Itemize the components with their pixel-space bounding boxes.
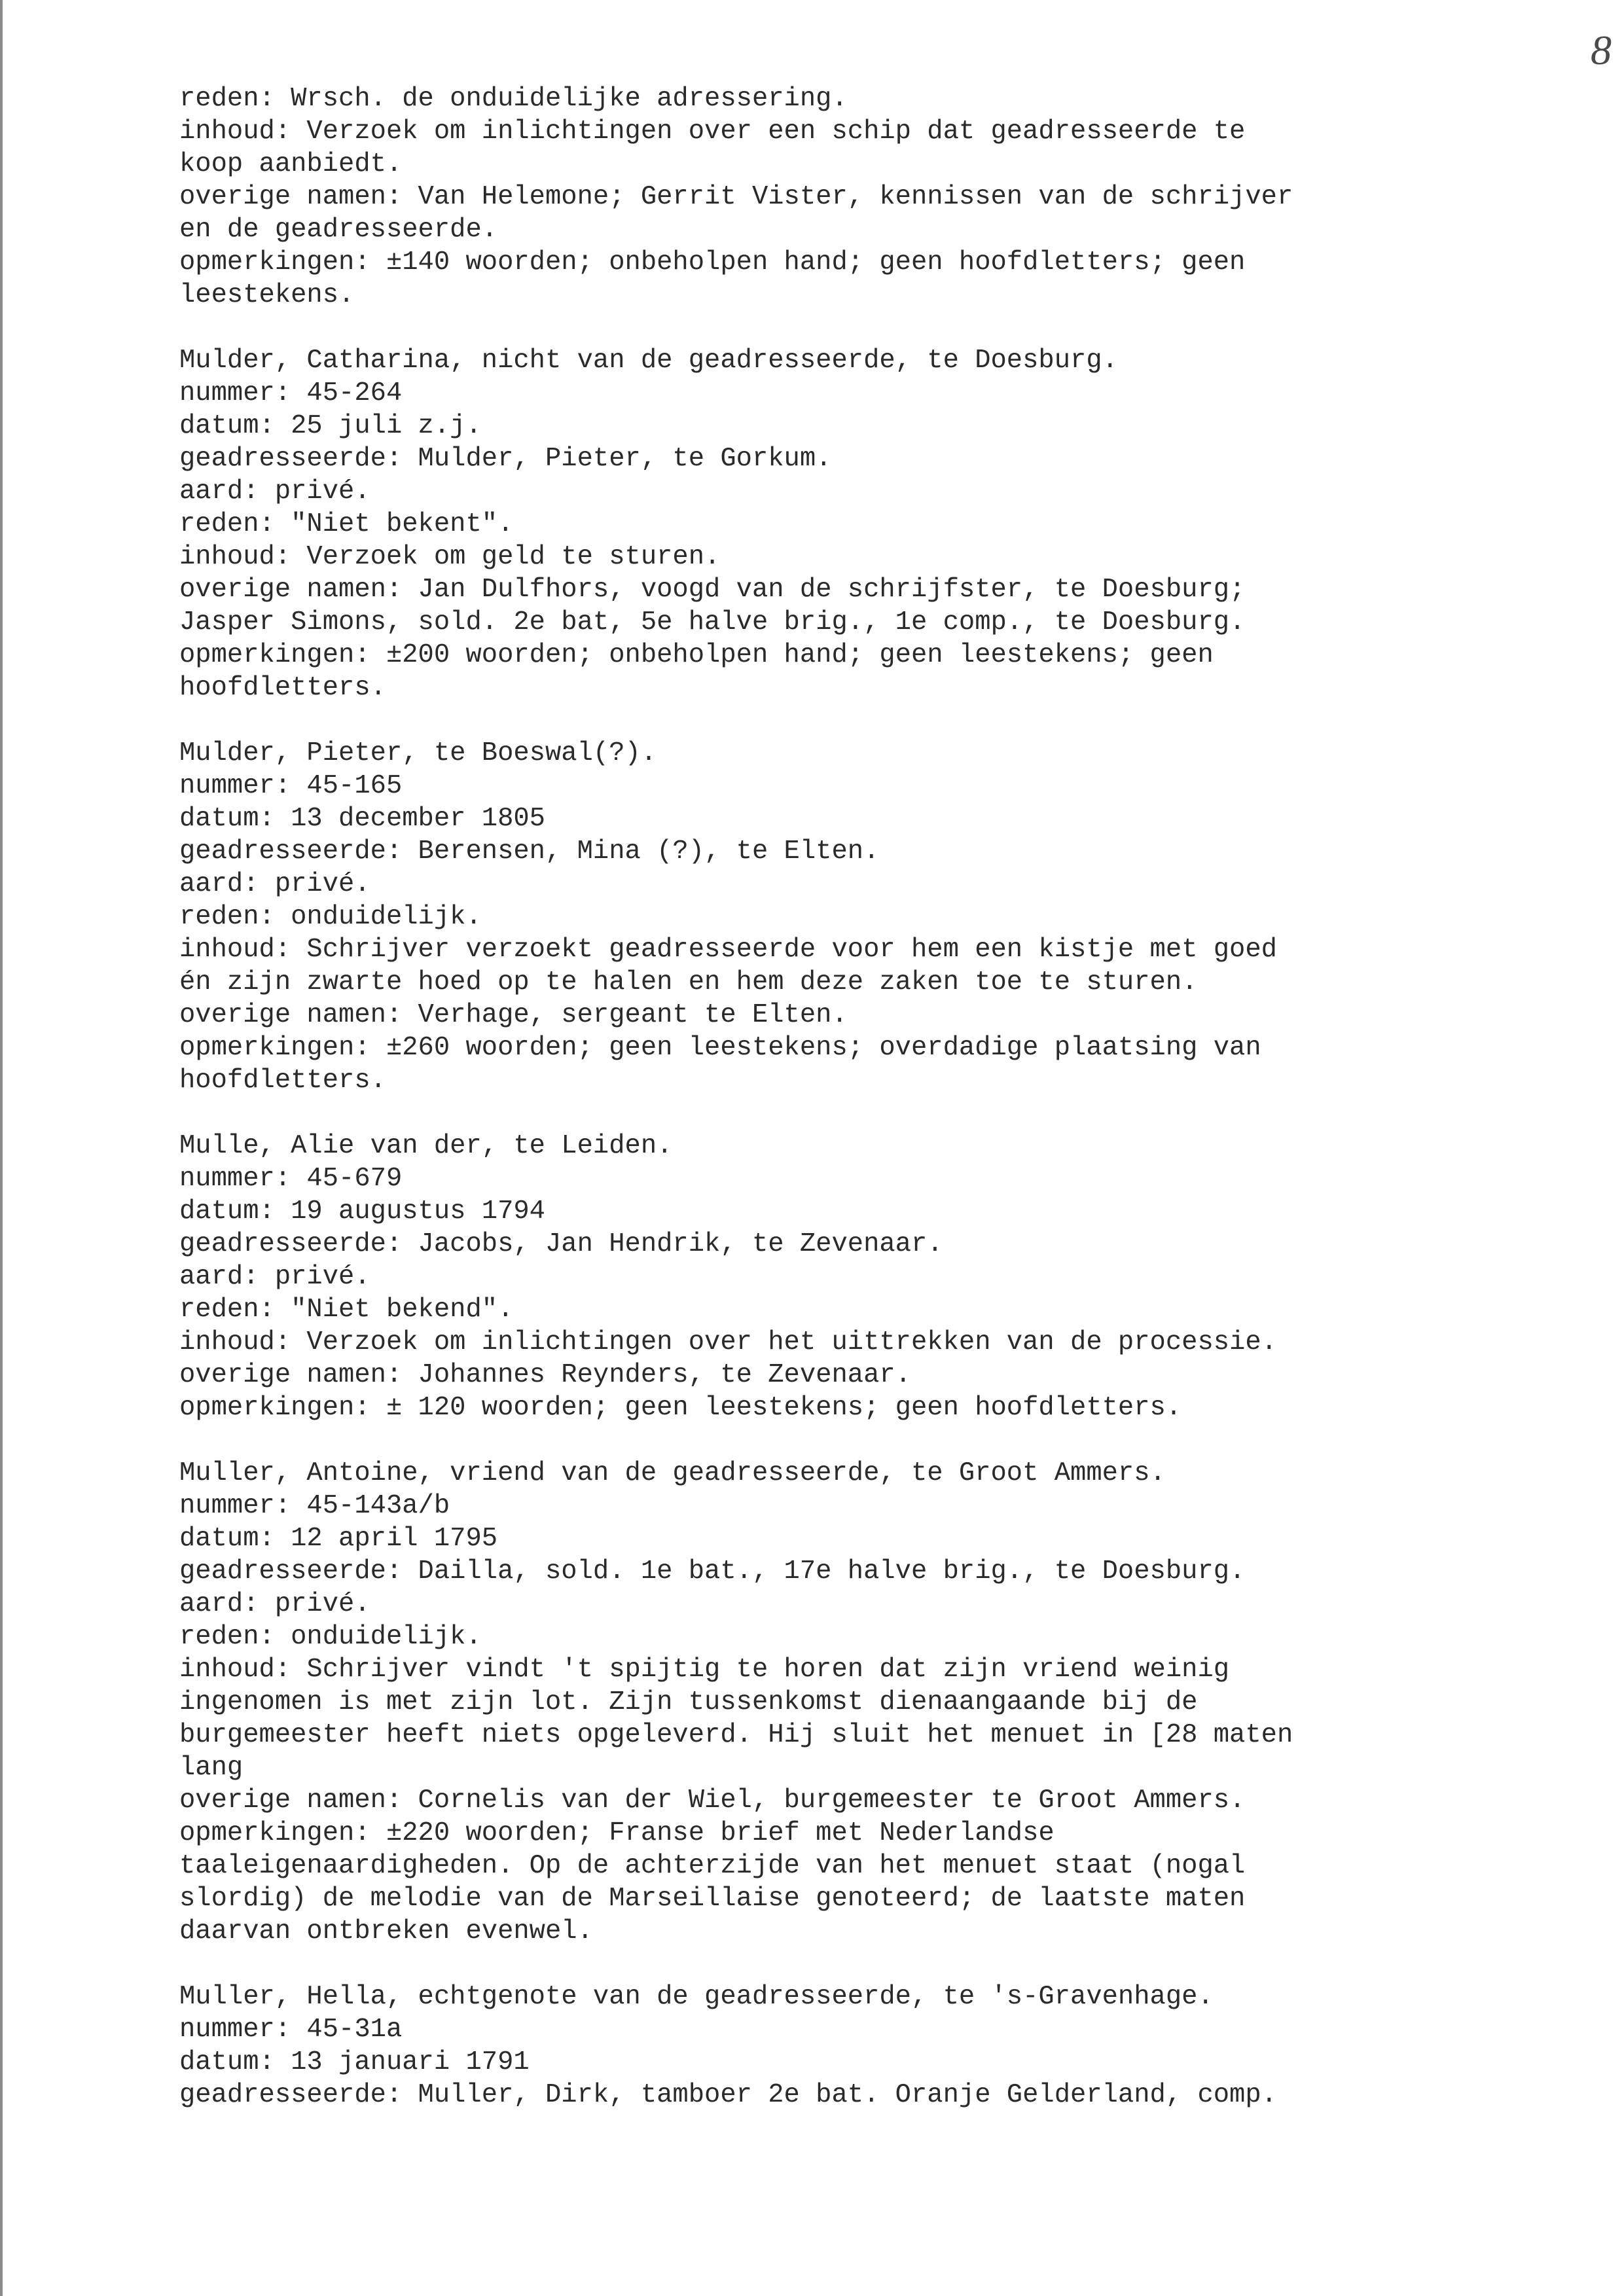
text-line: nummer: 45-143a/b: [179, 1491, 450, 1521]
text-line: burgemeester heeft niets opgeleverd. Hij sluit het menuet in [28 maten: [179, 1720, 1293, 1750]
scan-page-edge: [0, 0, 3, 2296]
text-line: overige namen: Cornelis van der Wiel, burgemeester te Groot Ammers.: [179, 1785, 1246, 1816]
text-line: aard: privé.: [179, 869, 370, 899]
text-line: daarvan ontbreken evenwel.: [179, 1916, 593, 1946]
text-line: datum: 12 april 1795: [179, 1524, 498, 1554]
text-line: inhoud: Schrijver verzoekt geadresseerde voor hem een kistje met goed: [179, 935, 1277, 965]
text-line: datum: 19 augustus 1794: [179, 1196, 545, 1227]
text-line: geadresseerde: Mulder, Pieter, te Gorkum.: [179, 444, 832, 474]
text-line: aard: privé.: [179, 1262, 370, 1292]
text-line: geadresseerde: Jacobs, Jan Hendrik, te Zevenaar.: [179, 1229, 943, 1259]
text-line: leestekens.: [179, 280, 355, 310]
text-line: inhoud: Verzoek om inlichtingen over het uittrekken van de processie.: [179, 1327, 1277, 1357]
text-line: reden: onduidelijk.: [179, 902, 482, 932]
text-line: datum: 13 januari 1791: [179, 2047, 530, 2077]
text-line: reden: "Niet bekent".: [179, 509, 514, 539]
text-line: opmerkingen: ±140 woorden; onbeholpen hand; geen hoofdletters; geen: [179, 247, 1246, 278]
text-line: taaleigenaardigheden. Op de achterzijde van het menuet staat (nogal: [179, 1851, 1246, 1881]
text-line: opmerkingen: ±200 woorden; onbeholpen hand; geen leestekens; geen: [179, 640, 1214, 670]
text-line: nummer: 45-679: [179, 1164, 403, 1194]
text-line: nummer: 45-264: [179, 378, 403, 408]
text-line: en de geadresseerde.: [179, 215, 498, 245]
text-line: opmerkingen: ± 120 woorden; geen leestekens; geen hoofdletters.: [179, 1393, 1182, 1423]
text-line: aard: privé.: [179, 476, 370, 507]
text-line: ingenomen is met zijn lot. Zijn tussenkomst dienaangaande bij de: [179, 1687, 1198, 1717]
text-line: opmerkingen: ±220 woorden; Franse brief met Nederlandse: [179, 1818, 1055, 1848]
text-line: datum: 13 december 1805: [179, 804, 545, 834]
text-line: reden: onduidelijk.: [179, 1622, 482, 1652]
entry-heading: Mulder, Pieter, te Boeswal(?).: [179, 738, 657, 768]
text-line: reden: "Niet bekend".: [179, 1295, 514, 1325]
entry-heading: Muller, Hella, echtgenote van de geadresseerde, te 's-Gravenhage.: [179, 1982, 1214, 2012]
text-line: hoofdletters.: [179, 1066, 386, 1096]
text-line: Jasper Simons, sold. 2e bat, 5e halve brig., 1e comp., te Doesburg.: [179, 607, 1246, 637]
text-line: hoofdletters.: [179, 673, 386, 703]
text-line: geadresseerde: Dailla, sold. 1e bat., 17e halve brig., te Doesburg.: [179, 1556, 1246, 1587]
text-line: koop aanbiedt.: [179, 149, 403, 179]
entry-heading: Mulder, Catharina, nicht van de geadresseerde, te Doesburg.: [179, 346, 1118, 376]
text-line: opmerkingen: ±260 woorden; geen leestekens; overdadige plaatsing van: [179, 1033, 1261, 1063]
text-line: reden: Wrsch. de onduidelijke adressering.: [179, 84, 848, 114]
text-line: nummer: 45-165: [179, 771, 403, 801]
entry-heading: Muller, Antoine, vriend van de geadresseerde, te Groot Ammers.: [179, 1458, 1166, 1488]
text-line: overige namen: Johannes Reynders, te Zevenaar.: [179, 1360, 911, 1390]
text-line: overige namen: Jan Dulfhors, voogd van de schrijfster, te Doesburg;: [179, 575, 1246, 605]
text-line: slordig) de melodie van de Marseillaise genoteerd; de laatste maten: [179, 1884, 1246, 1914]
text-line: overige namen: Verhage, sergeant te Elten.: [179, 1000, 848, 1030]
text-line: overige namen: Van Helemone; Gerrit Vister, kennissen van de schrijver: [179, 182, 1293, 212]
text-line: lang: [179, 1753, 244, 1783]
document-body: [179, 82, 1502, 2144]
text-line: datum: 25 juli z.j.: [179, 411, 482, 441]
entry-continuation: [179, 82, 1502, 312]
entry-mulder-pieter: [179, 737, 1502, 1097]
text-line: geadresseerde: Berensen, Mina (?), te Elten.: [179, 836, 880, 867]
text-line: geadresseerde: Muller, Dirk, tamboer 2e bat. Oranje Gelderland, comp.: [179, 2080, 1277, 2110]
page-number: 8: [1591, 27, 1612, 73]
text-line: aard: privé.: [179, 1589, 370, 1619]
text-line: inhoud: Verzoek om geld te sturen.: [179, 542, 721, 572]
entry-muller-hella: [179, 1981, 1502, 2111]
entry-heading: Mulle, Alie van der, te Leiden.: [179, 1131, 673, 1161]
entry-mulle-alie: [179, 1130, 1502, 1424]
text-line: nummer: 45-31a: [179, 2015, 403, 2045]
entry-muller-antoine: [179, 1457, 1502, 1948]
text-line: inhoud: Schrijver vindt 't spijtig te horen dat zijn vriend weinig: [179, 1655, 1230, 1685]
entry-mulder-catharina: [179, 344, 1502, 704]
text-line: inhoud: Verzoek om inlichtingen over een schip dat geadresseerde te: [179, 117, 1246, 147]
text-line: én zijn zwarte hoed op te halen en hem deze zaken toe te sturen.: [179, 967, 1198, 997]
